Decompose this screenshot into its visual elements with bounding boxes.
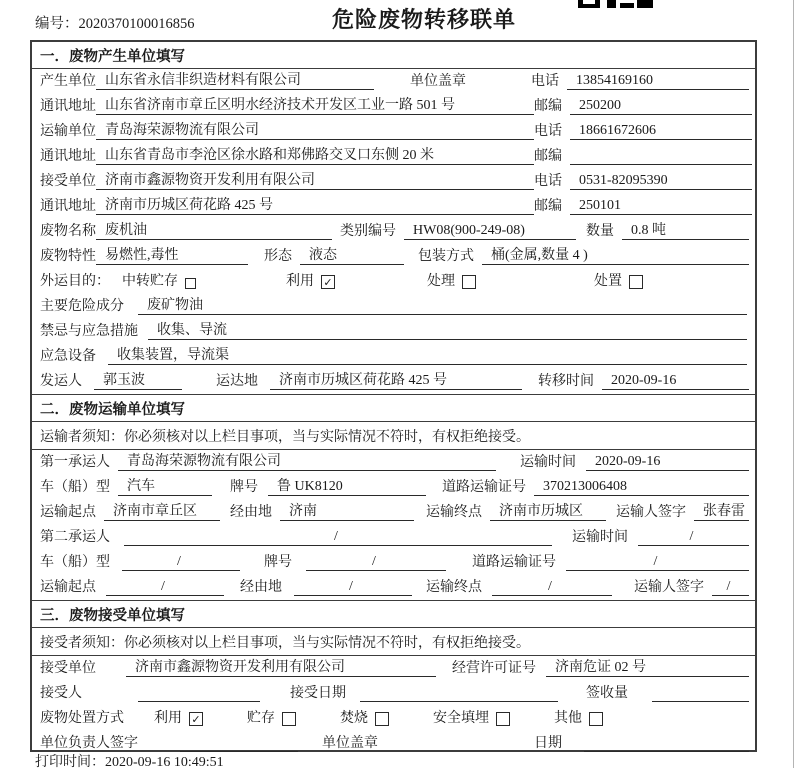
purpose-label: 外运目的： bbox=[40, 274, 110, 289]
receiver-address-value: 济南市历城区荷花路 425 号 bbox=[96, 198, 534, 215]
transporter-notice: 运输者须知：你必须核对以上栏目事项，当与实际情况不符时，有权拒绝接受。 bbox=[32, 422, 755, 450]
qr-block-icon bbox=[607, 0, 616, 8]
zip-label: 邮编 bbox=[534, 149, 562, 164]
disposal-option-landfill bbox=[433, 711, 510, 727]
transport-time2-value: / bbox=[638, 529, 749, 546]
row-transporter-address bbox=[32, 144, 755, 169]
end-label: 运输终点 bbox=[426, 580, 482, 595]
option-label: 处置 bbox=[594, 274, 622, 289]
checkbox[interactable] bbox=[462, 275, 476, 289]
doc-number bbox=[35, 12, 195, 33]
transport-time1-value: 2020-09-16 bbox=[586, 454, 749, 471]
manager-sign-label: 单位负责人签字 bbox=[40, 736, 138, 751]
origin-label: 运输起点 bbox=[40, 505, 96, 520]
transfer-date-label: 转移时间 bbox=[538, 374, 594, 389]
checkbox-checked[interactable]: ✓ bbox=[189, 712, 203, 726]
quantity-value: 0.8 吨 bbox=[622, 223, 749, 240]
shipper-value: 郭玉波 bbox=[94, 373, 182, 390]
section3-header: 三．废物接受单位填写 bbox=[32, 600, 755, 628]
unit-seal-label: 单位盖章 bbox=[410, 74, 466, 89]
disposal-option-storage bbox=[247, 711, 296, 727]
category-value: HW08(900-249-08) bbox=[404, 223, 576, 240]
date-value bbox=[584, 736, 749, 752]
disposal-option-incinerate bbox=[340, 711, 389, 727]
option-label: 其他 bbox=[554, 711, 582, 726]
purpose-option-treat bbox=[427, 274, 476, 290]
print-time bbox=[35, 751, 224, 768]
destination-label: 运达地 bbox=[216, 374, 258, 389]
transporter-value: 青岛海荣源物流有限公司 bbox=[96, 123, 534, 140]
waste-name-value: 废机油 bbox=[96, 223, 332, 240]
qr-code-fragment bbox=[578, 0, 653, 8]
manifest-form bbox=[30, 40, 757, 752]
via1-value: 济南 bbox=[280, 504, 414, 521]
disposal-label: 废物处置方式 bbox=[40, 711, 124, 726]
plate2-value: / bbox=[306, 554, 446, 571]
plate-label: 牌号 bbox=[264, 555, 292, 570]
receiver-phone-group bbox=[534, 173, 752, 190]
receiver-label: 接受单位 bbox=[40, 174, 96, 189]
accept-date-label: 接受日期 bbox=[290, 686, 346, 701]
transporter-zip-value bbox=[570, 149, 752, 165]
row-disposal-method bbox=[32, 706, 755, 731]
receiver-zip-value: 250101 bbox=[570, 198, 752, 215]
option-label: 焚烧 bbox=[340, 711, 368, 726]
checkbox[interactable] bbox=[375, 712, 389, 726]
checkbox[interactable] bbox=[589, 712, 603, 726]
producer-zip-group bbox=[534, 98, 752, 115]
acceptor-value bbox=[138, 686, 260, 702]
row-vehicle1 bbox=[32, 475, 755, 500]
vehicle-label: 车（船）型 bbox=[40, 480, 110, 495]
equipment-label: 应急设备 bbox=[40, 349, 96, 364]
emergency-label: 禁忌与应急措施 bbox=[40, 324, 138, 339]
receiver-phone-value: 0531-82095390 bbox=[570, 173, 752, 190]
transporter-zip-group bbox=[534, 149, 752, 165]
purpose-option-utilize bbox=[286, 274, 335, 290]
zip-label: 邮编 bbox=[534, 199, 562, 214]
producer-label: 产生单位 bbox=[40, 74, 96, 89]
via-label: 经由地 bbox=[240, 580, 282, 595]
shipper-label: 发运人 bbox=[40, 374, 82, 389]
manager-sign-value bbox=[180, 736, 298, 752]
origin2-value: / bbox=[106, 579, 224, 596]
origin1-value: 济南市章丘区 bbox=[104, 504, 220, 521]
checkbox[interactable] bbox=[282, 712, 296, 726]
received-qty-label: 签收量 bbox=[586, 686, 628, 701]
page-title: 危险废物转移联单 bbox=[332, 7, 517, 32]
doc-number-value: 2020370100016856 bbox=[78, 16, 195, 32]
received-qty-value bbox=[652, 686, 749, 702]
phone-label: 电话 bbox=[534, 124, 562, 139]
form-label: 形态 bbox=[264, 249, 292, 264]
carrier1-label: 第一承运人 bbox=[40, 455, 110, 470]
hazard-value: 废矿物油 bbox=[138, 298, 747, 315]
address-label: 通讯地址 bbox=[40, 199, 96, 214]
transporter-phone-value: 18661672606 bbox=[570, 123, 752, 140]
form-value: 液态 bbox=[300, 248, 404, 265]
producer-value: 山东省永信非织造材料有限公司 bbox=[96, 73, 374, 90]
plate1-value: 鲁 UK8120 bbox=[268, 479, 426, 496]
qr-block-icon bbox=[620, 0, 634, 8]
vehicle2-value: / bbox=[122, 554, 240, 571]
doc-number-label: 编号： bbox=[35, 16, 79, 32]
row-carrier2 bbox=[32, 525, 755, 550]
phone-label: 电话 bbox=[534, 174, 562, 189]
qr-block-icon bbox=[578, 0, 600, 8]
permit-value: 济南危证 02 号 bbox=[546, 660, 749, 677]
destination-value: 济南市历城区荷花路 425 号 bbox=[270, 373, 522, 390]
row-transfer-purpose bbox=[32, 269, 755, 294]
permit-label: 经营许可证号 bbox=[452, 661, 536, 676]
quantity-label: 数量 bbox=[586, 224, 614, 239]
road-license1-value: 370213006408 bbox=[534, 479, 749, 496]
disposal-option-utilize bbox=[154, 711, 203, 727]
page-right-edge bbox=[793, 0, 794, 768]
transport-time-label: 运输时间 bbox=[520, 455, 576, 470]
vehicle1-value: 汽车 bbox=[118, 479, 212, 496]
row-emergency-equipment bbox=[32, 344, 755, 369]
row-route1 bbox=[32, 500, 755, 525]
character-value: 易燃性,毒性 bbox=[96, 248, 248, 265]
accept-unit-label: 接受单位 bbox=[40, 661, 96, 676]
checkbox[interactable] bbox=[496, 712, 510, 726]
phone-label: 电话 bbox=[531, 74, 559, 89]
row-receiver-address bbox=[32, 194, 755, 219]
checkbox-checked[interactable]: ✓ bbox=[321, 275, 335, 289]
date-label: 日期 bbox=[534, 736, 562, 751]
emergency-value: 收集、导流 bbox=[148, 323, 747, 340]
address-label: 通讯地址 bbox=[40, 149, 96, 164]
end2-value: / bbox=[492, 579, 612, 596]
option-label: 利用 bbox=[286, 274, 314, 289]
road-license-label: 道路运输证号 bbox=[442, 480, 526, 495]
row-shipper bbox=[32, 369, 755, 394]
road-license2-value: / bbox=[566, 554, 749, 571]
option-label: 安全填埋 bbox=[433, 711, 489, 726]
via-label: 经由地 bbox=[230, 505, 272, 520]
accept-unit-value: 济南市鑫源物资开发利用有限公司 bbox=[126, 660, 436, 677]
producer-phone-group bbox=[531, 73, 749, 90]
character-label: 废物特性 bbox=[40, 249, 96, 264]
waste-name-label: 废物名称 bbox=[40, 224, 96, 239]
vehicle-label: 车（船）型 bbox=[40, 555, 110, 570]
receiver-value: 济南市鑫源物资开发利用有限公司 bbox=[96, 173, 534, 190]
row-vehicle2 bbox=[32, 550, 755, 575]
row-waste-character bbox=[32, 244, 755, 269]
section1-header: 一．废物产生单位填写 bbox=[32, 42, 755, 69]
row-hazard-component bbox=[32, 294, 755, 319]
receiver-zip-group bbox=[534, 198, 752, 215]
row-accept-unit bbox=[32, 656, 755, 681]
transporter-phone-group bbox=[534, 123, 752, 140]
road-license-label: 道路运输证号 bbox=[472, 555, 556, 570]
print-time-label: 打印时间： bbox=[35, 755, 105, 768]
row-emergency-measures bbox=[32, 319, 755, 344]
row-transporter bbox=[32, 119, 755, 144]
carrier-sign-label: 运输人签字 bbox=[634, 580, 704, 595]
transport-time-label: 运输时间 bbox=[572, 530, 628, 545]
packing-label: 包装方式 bbox=[418, 249, 474, 264]
accept-date-value bbox=[360, 686, 558, 702]
producer-address-value: 山东省济南市章丘区明水经济技术开发区工业一路 501 号 bbox=[96, 98, 534, 115]
option-label: 贮存 bbox=[247, 711, 275, 726]
checkbox[interactable] bbox=[185, 278, 196, 289]
row-waste-name bbox=[32, 219, 755, 244]
unit-seal-label: 单位盖章 bbox=[322, 736, 378, 751]
option-label: 处理 bbox=[427, 274, 455, 289]
carrier1-value: 青岛海荣源物流有限公司 bbox=[118, 454, 496, 471]
carrier-sign1-value: 张春雷 bbox=[694, 504, 749, 521]
option-label: 利用 bbox=[154, 711, 182, 726]
carrier-sign-label: 运输人签字 bbox=[616, 505, 686, 520]
carrier-sign2-value: / bbox=[712, 579, 749, 596]
carrier2-label: 第二承运人 bbox=[40, 530, 110, 545]
producer-phone-value: 13854169160 bbox=[567, 73, 749, 90]
print-time-value: 2020-09-16 10:49:51 bbox=[105, 755, 224, 768]
zip-label: 邮编 bbox=[534, 99, 562, 114]
row-carrier1 bbox=[32, 450, 755, 475]
transporter-label: 运输单位 bbox=[40, 124, 96, 139]
disposal-option-other bbox=[554, 711, 603, 727]
row-acceptor bbox=[32, 681, 755, 706]
equipment-value: 收集装置，导流渠 bbox=[108, 348, 747, 365]
packing-value: 桶(金属,数量 4 ) bbox=[482, 248, 749, 265]
transfer-date-value: 2020-09-16 bbox=[602, 373, 749, 390]
row-receiver bbox=[32, 169, 755, 194]
receiver-notice: 接受者须知：你必须核对以上栏目事项，当与实际情况不符时，有权拒绝接受。 bbox=[32, 628, 755, 656]
producer-zip-value: 250200 bbox=[570, 98, 752, 115]
address-label: 通讯地址 bbox=[40, 99, 96, 114]
acceptor-label: 接受人 bbox=[40, 686, 82, 701]
transporter-address-value: 山东省青岛市李沧区徐水路和郑佛路交叉口东侧 20 米 bbox=[96, 148, 534, 165]
hazard-label: 主要危险成分 bbox=[40, 299, 124, 314]
purpose-option-storage bbox=[122, 274, 196, 290]
row-producer-address bbox=[32, 94, 755, 119]
end1-value: 济南市历城区 bbox=[490, 504, 606, 521]
row-route2 bbox=[32, 575, 755, 600]
end-label: 运输终点 bbox=[426, 505, 482, 520]
checkbox[interactable] bbox=[629, 275, 643, 289]
origin-label: 运输起点 bbox=[40, 580, 96, 595]
qr-block-icon bbox=[637, 0, 653, 8]
section2-header: 二．废物运输单位填写 bbox=[32, 394, 755, 422]
purpose-option-dispose bbox=[594, 274, 643, 290]
carrier2-value: / bbox=[124, 529, 552, 546]
via2-value: / bbox=[294, 579, 412, 596]
row-producer bbox=[32, 69, 755, 94]
plate-label: 牌号 bbox=[230, 480, 258, 495]
option-label: 中转贮存 bbox=[122, 274, 178, 289]
category-label: 类别编号 bbox=[340, 224, 396, 239]
